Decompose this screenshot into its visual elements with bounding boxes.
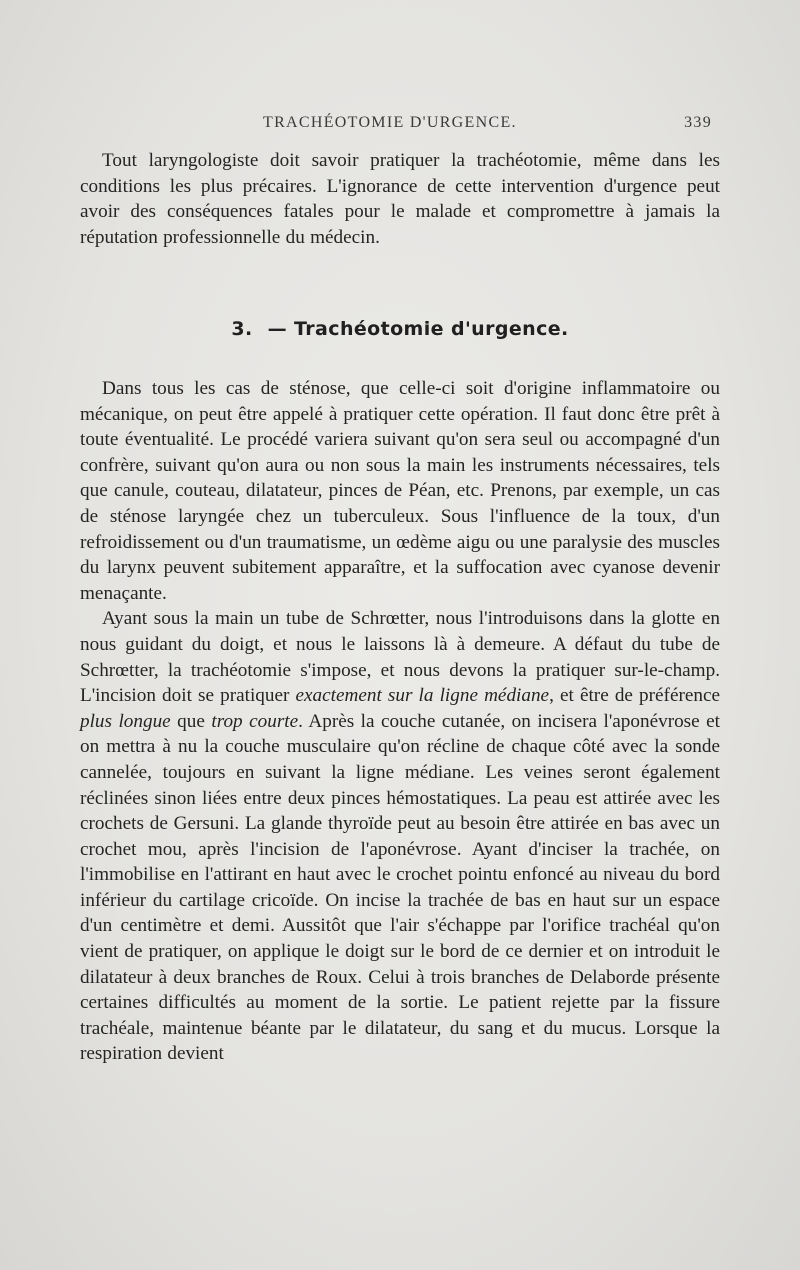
running-head-title: TRACHÉOTOMIE D'URGENCE. xyxy=(263,114,517,131)
paragraph-2-italic-3: trop courte xyxy=(211,710,299,732)
paragraph-2-part-4: . Après la couche cutanée, on incisera l'aponévrose et on mettra à nu la couche musculaire qu'on récline de chaque côté avec la sonde cannelée, toujours en suivant la ligne médiane. Les veines seront également réclinées sinon liées entre deux pinces hémostatiques. La peau est attirée avec les crochets de Gersuni. La glande thyroïde peut au besoin être attirée en bas avec un crochet mou, après l'incision de l'aponévrose. Ayant d'inciser la trachée, on l'immobilise en l'attirant en haut avec le crochet pointu enfoncé au niveau du bord inférieur du cartilage cricoïde. On incise la trachée de bas en haut sur un espace d'un centimètre et demi. Aussitôt que l'air s'échappe par l'orifice trachéal qu'on vient de pratiquer, on applique le doigt sur le bord de ce dernier et on introduit le dilatateur à deux branches de Roux. Celui à trois branches de Delaborde présente certaines difficultés au moment de la sortie. Le patient rejette par la fissure trachéale, maintenue béante par le dilatateur, du sang et du mucus. Lorsque la respiration devient xyxy=(80,710,720,1065)
paragraph-2-part-1: Ayant sous la main un tube de Schrœtter, nous l'introduisons dans la glotte en nous guidant du doigt, et nous le laissons là à demeure. A défaut du tube de Schrœtter, la trachéotomie s'impose, et nous devons la pratiquer sur-le-champ. L'incision doit se pratiquer xyxy=(80,608,720,707)
running-head xyxy=(80,114,720,136)
paragraph-2-part-2: , et être de préférence xyxy=(549,685,720,707)
page-number: 339 xyxy=(684,114,712,131)
paragraph-1: Dans tous les cas de sténose, que celle-ci soit d'origine inflammatoire ou mécanique, on peut être appelé à pratiquer cette opération. Il faut donc être prêt à toute éventualité. Le procédé variera suivant qu'on sera seul ou accompagné d'un confrère, suivant qu'on aura ou non sous la main les instruments nécessaires, tels que canule, couteau, dilatateur, pinces de Péan, etc. Prenons, par exemple, un cas de sténose laryngée chez un tuberculeux. Sous l'influence de la toux, d'un refroidissement ou d'un traumatisme, un œdème aigu ou une paralysie des muscles du larynx peuvent subitement apparaître, et la suffocation avec cyanose devenir menaçante. xyxy=(80,378,720,604)
intro-paragraph: Tout laryngologiste doit savoir pratiquer la trachéotomie, même dans les conditions les plus précaires. L'ignorance de cette intervention d'urgence peut avoir des conséquences fatales pour le malade et compromettre à jamais la réputation professionnelle du médecin. xyxy=(80,150,720,248)
paragraph-2 xyxy=(80,606,720,1067)
section-dash: — xyxy=(267,318,287,340)
section-number: 3. xyxy=(231,318,253,340)
paragraph-2-italic-2: plus longue xyxy=(80,710,171,732)
paragraph-2-italic-1: exactement sur la ligne médiane xyxy=(295,685,550,707)
section-title: Trachéotomie d'urgence. xyxy=(294,318,569,340)
body-text-block xyxy=(80,376,720,1067)
paragraph-2-part-3: que xyxy=(170,710,212,732)
section-heading xyxy=(80,318,720,340)
intro-text-block xyxy=(80,148,720,250)
